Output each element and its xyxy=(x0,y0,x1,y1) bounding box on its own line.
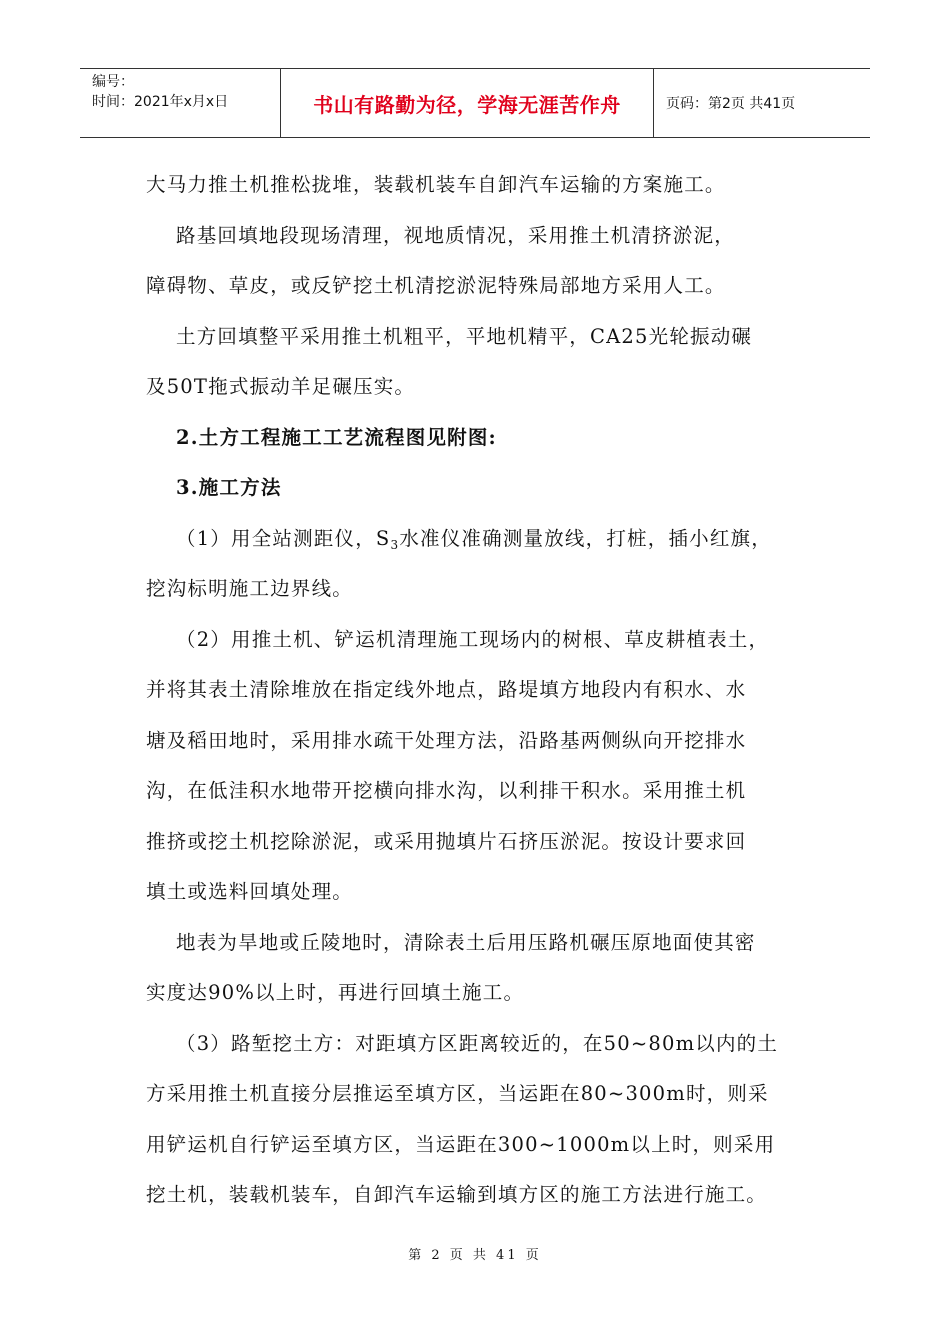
paragraph-line: 障碍物、草皮，或反铲挖土机清挖淤泥特殊局部地方采用人工。 xyxy=(146,274,726,297)
paragraph-line: 用铲运机自行铲运至填方区，当运距在300~1000m以上时，则采用 xyxy=(146,1132,776,1156)
paragraph-line: 路基回填地段现场清理，视地质情况，采用推土机清挤淤泥， xyxy=(176,223,735,247)
paragraph-line: 并将其表土清除堆放在指定线外地点，路堤填方地段内有积水、水 xyxy=(146,678,747,701)
paragraph-line: 填土或选料回填处理。 xyxy=(146,880,354,903)
page-header xyxy=(80,68,870,138)
paragraph-line: （2）用推土机、铲运机清理施工现场内的树根、草皮耕植表土， xyxy=(176,627,770,651)
section-heading: 3.施工方法 xyxy=(176,476,282,499)
paragraph-line: 实度达90%以上时，再进行回填土施工。 xyxy=(146,981,525,1004)
paragraph-line: 大马力推土机推松拢堆，装载机装车自卸汽车运输的方案施工。 xyxy=(146,173,726,196)
document-body xyxy=(146,160,826,1221)
paragraph-line: 挖土机，装载机装车，自卸汽车运输到填方区的施工方法进行施工。 xyxy=(146,1183,768,1206)
section-heading: 2.土方工程施工工艺流程图见附图: xyxy=(176,425,497,449)
method-1-text: （1）用全站测距仪，S xyxy=(176,526,391,550)
header-page-label: 页码：第2页 共41页 xyxy=(666,96,796,112)
paragraph-line xyxy=(146,514,826,565)
paragraph-line: 沟，在低洼积水地带开挖横向排水沟，以利排干积水。采用推土机 xyxy=(146,779,747,802)
paragraph-line: 地表为旱地或丘陵地时，清除表土后用压路机碾压原地面使其密 xyxy=(176,930,756,954)
paragraph-line: 及50T拖式振动羊足碾压实。 xyxy=(146,375,416,398)
header-motto: 书山有路勤为径，学海无涯苦作舟 xyxy=(281,69,654,137)
paragraph-line: 土方回填整平采用推土机粗平，平地机精平，CA25光轮振动碾 xyxy=(176,324,753,348)
paragraph-line: 塘及稻田地时，采用排水疏干处理方法，沿路基两侧纵向开挖排水 xyxy=(146,728,747,752)
paragraph-line: （3）路堑挖土方：对距填方区距离较近的，在50~80m以内的土 xyxy=(176,1031,779,1055)
paragraph-line: 方采用推土机直接分层推运至填方区，当运距在80~300m时，则采 xyxy=(146,1082,769,1105)
header-meta xyxy=(80,69,281,137)
subscript: 3 xyxy=(390,537,400,552)
time-label: 时间：2021年x月x日 xyxy=(92,94,229,110)
paragraph-line: 挖沟标明施工边界线。 xyxy=(146,577,354,600)
page-footer: 第 2 页 共 41 页 xyxy=(408,1248,542,1263)
code-label: 编号： xyxy=(92,74,134,90)
paragraph-line: 推挤或挖土机挖除淤泥，或采用抛填片石挤压淤泥。按设计要求回 xyxy=(146,829,747,853)
method-1-text-cont: 水准仪准确测量放线，打桩，插小红旗， xyxy=(399,526,772,550)
